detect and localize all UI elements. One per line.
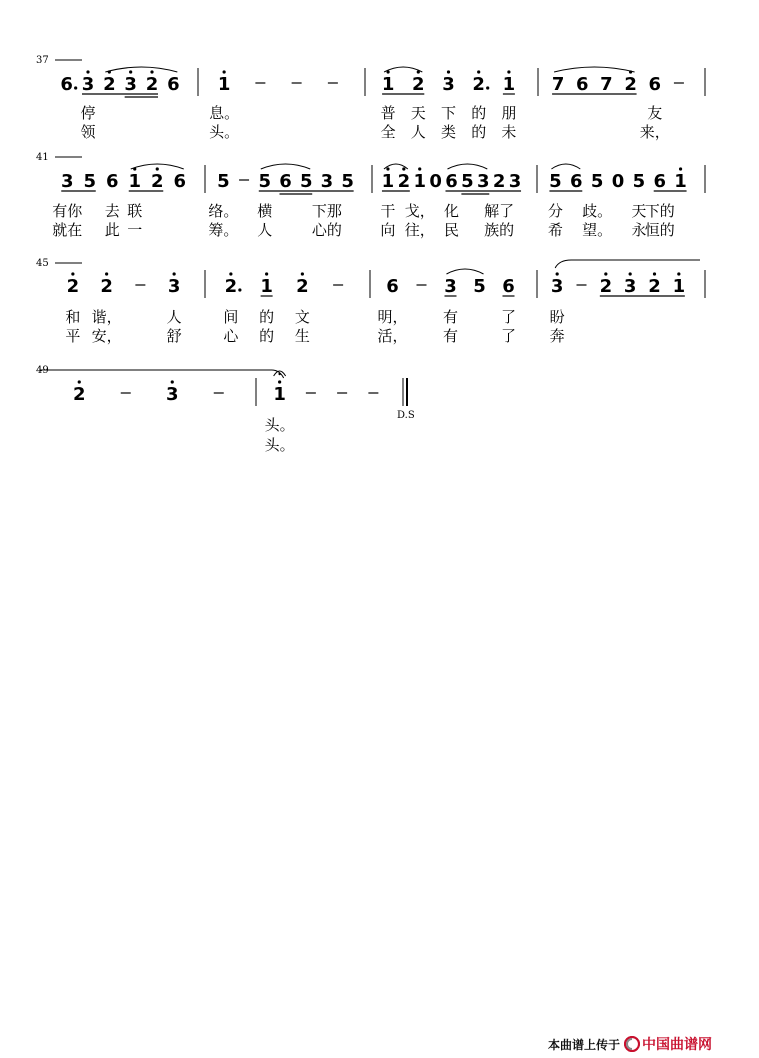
lyric-verse-1: 息。	[209, 104, 240, 122]
note-digit: 5	[341, 171, 354, 192]
lyric-verse-1: 天	[410, 104, 426, 122]
lyric-verse-1: 下的	[644, 202, 675, 220]
note-digit: 6	[648, 74, 662, 95]
note-digit: 3	[320, 171, 334, 192]
measure-number: 45	[36, 258, 49, 269]
note-digit: 3	[165, 384, 179, 405]
note-digit: 6	[60, 74, 73, 95]
note-digit: 0	[611, 171, 625, 192]
note-digit: 2	[103, 74, 116, 95]
lyric-verse-2: 舒	[166, 327, 182, 345]
note-digit: 6	[279, 171, 292, 192]
lyric-verse-1: 分	[547, 202, 563, 220]
octave-dot-above	[477, 70, 480, 73]
note-digit: 2	[72, 384, 86, 405]
measure-number: 49	[36, 365, 49, 376]
octave-dot-above	[173, 272, 176, 275]
note-digit: 2	[397, 171, 411, 192]
note-digit: 1	[128, 171, 142, 192]
note-digit: 5	[217, 171, 230, 192]
lyric-verse-2: 人	[257, 221, 273, 239]
note-digit: 6	[575, 74, 589, 95]
note-digit: 1	[672, 276, 686, 297]
lyric-verse-1: 间	[223, 308, 239, 326]
lyric-verse-1: 去	[104, 202, 120, 220]
note-digit: 6	[167, 74, 180, 95]
note-digit: 1	[502, 74, 516, 95]
lyric-verse-1: 朋	[501, 104, 517, 122]
slur-arc	[261, 164, 310, 169]
lyric-verse-2: 筹。	[208, 221, 239, 239]
note-digit: 1	[413, 171, 426, 192]
lyric-verse-1: 干	[380, 202, 396, 220]
note-digit: 5	[461, 171, 474, 192]
lyric-verse-2: 恒的	[644, 221, 675, 239]
lyric-verse-2: 一	[127, 221, 143, 239]
lyric-verse-2: 往，	[404, 221, 435, 239]
octave-dot-above	[78, 380, 81, 383]
note-digit: 6	[105, 171, 119, 192]
note-digit: 2	[224, 276, 238, 297]
lyric-verse-1: 友	[647, 104, 663, 122]
lyric-verse-1: 下那	[311, 202, 342, 220]
lyric-verse-1: 歧。	[582, 202, 613, 220]
lyric-verse-1: 戈，	[404, 202, 435, 220]
measure-number: 37	[36, 55, 49, 66]
lyric-verse-2: 的	[471, 123, 487, 141]
lyric-verse-2: 安，	[91, 327, 122, 345]
note-digit: 7	[551, 74, 565, 95]
lyric-verse-1: 头。	[264, 416, 295, 434]
octave-dot-above	[677, 272, 680, 275]
slur-arc	[551, 164, 580, 169]
lyric-verse-1: 文	[294, 308, 310, 326]
octave-dot-above	[629, 272, 632, 275]
octave-dot-above	[507, 70, 510, 73]
lyric-verse-2: 类	[440, 123, 457, 141]
note-digit: 3	[81, 74, 95, 95]
octave-dot-above	[223, 70, 226, 73]
note-digit: 5	[632, 171, 646, 192]
note-digit: 6	[570, 171, 583, 192]
note-digit: 1	[381, 74, 395, 95]
lyric-verse-2: 生	[294, 327, 310, 345]
lyric-verse-1: 天	[631, 202, 647, 220]
lyric-verse-2: 的	[259, 327, 275, 345]
upload-source-footer	[548, 1034, 753, 1054]
lyric-verse-2: 头。	[264, 436, 295, 454]
lyric-verse-1: 横	[257, 202, 273, 220]
augmentation-dot	[74, 86, 77, 89]
octave-dot-above	[171, 380, 174, 383]
note-digit: 2	[296, 276, 309, 297]
note-digit: 6	[386, 276, 399, 297]
lyric-verse-1: 谐，	[91, 308, 122, 326]
lyric-verse-2: 奔	[549, 327, 565, 345]
lyric-verse-2: 族的	[484, 221, 515, 239]
note-digit: 2	[472, 74, 485, 95]
note-digit: 5	[83, 171, 97, 192]
octave-dot-above	[653, 272, 656, 275]
slur-arc	[447, 269, 484, 274]
note-digit: 2	[648, 276, 661, 297]
note-digit: 6	[502, 276, 515, 297]
lyric-verse-2: 心	[223, 327, 239, 345]
note-digit: 2	[412, 74, 425, 95]
note-digit: 2	[599, 276, 613, 297]
slur-arc	[448, 164, 488, 169]
octave-dot-above	[679, 167, 682, 170]
lyric-verse-2: 希	[547, 221, 563, 239]
measure-number: 41	[36, 152, 49, 163]
note-digit: 2	[624, 74, 637, 95]
note-digit: 3	[623, 276, 637, 297]
lyric-verse-1: 停	[80, 104, 96, 122]
note-digit: 5	[473, 276, 486, 297]
lyric-verse-2: 心的	[311, 221, 342, 239]
note-digit: 2	[66, 276, 80, 297]
lyric-verse-1: 联	[127, 202, 143, 220]
lyric-verse-2: 未	[501, 123, 517, 141]
octave-dot-above	[150, 70, 153, 73]
lyric-verse-1: 盼	[549, 308, 565, 326]
octave-dot-above	[156, 167, 159, 170]
note-digit: 6	[173, 171, 187, 192]
note-digit: 3	[60, 171, 74, 192]
lyric-verse-1: 解了	[484, 202, 515, 220]
tie-line	[40, 370, 284, 378]
tie-line	[555, 260, 700, 268]
note-digit: 3	[444, 276, 457, 297]
octave-dot-above	[447, 70, 450, 73]
note-digit: 3	[477, 171, 490, 192]
lyric-verse-2: 了	[500, 327, 517, 345]
slur-arc	[105, 67, 177, 72]
octave-dot-above	[265, 272, 268, 275]
note-digit: 1	[260, 276, 273, 297]
octave-dot-above	[604, 272, 607, 275]
octave-dot-above	[402, 167, 405, 170]
octave-dot-above	[71, 272, 74, 275]
fermata-dot	[278, 373, 280, 375]
note-digit: 1	[217, 74, 231, 95]
octave-dot-above	[105, 272, 108, 275]
lyric-verse-1: 下	[440, 104, 457, 122]
note-digit: 5	[299, 171, 313, 192]
octave-dot-above	[386, 167, 389, 170]
lyric-verse-1: 有	[442, 308, 459, 326]
note-digit: 3	[167, 276, 181, 297]
octave-dot-above	[229, 272, 232, 275]
lyric-verse-1: 和	[65, 308, 81, 326]
note-digit: 3	[550, 276, 564, 297]
lyric-verse-1: 络。	[208, 202, 239, 220]
lyric-verse-2: 来，	[639, 123, 670, 141]
lyric-verse-2: 人	[410, 123, 426, 141]
note-digit: 2	[145, 74, 159, 95]
lyric-verse-1: 化	[443, 202, 460, 220]
lyric-verse-2: 头。	[209, 123, 240, 141]
upload-label: 本曲谱上传于	[548, 1037, 621, 1052]
note-digit: 2	[492, 171, 506, 192]
lyric-verse-2: 民	[443, 221, 460, 239]
lyric-verse-1: 有你	[52, 202, 83, 220]
lyric-verse-2: 就在	[52, 221, 83, 239]
octave-dot-above	[301, 272, 304, 275]
lyric-verse-2: 有	[442, 327, 459, 345]
octave-dot-above	[556, 272, 559, 275]
lyric-verse-2: 望。	[582, 221, 613, 239]
lyric-verse-2: 永	[631, 221, 647, 239]
note-digit: 0	[429, 171, 442, 192]
note-digit: 6	[653, 171, 666, 192]
note-digit: 1	[381, 171, 395, 192]
note-digit: 2	[100, 276, 113, 297]
note-digit: 5	[258, 171, 272, 192]
lyric-verse-1: 明，	[377, 308, 408, 326]
lyric-verse-1: 人	[166, 308, 182, 326]
note-digit: 3	[508, 171, 522, 192]
note-digit: 1	[273, 384, 286, 405]
lyric-verse-2: 平	[65, 327, 81, 345]
augmentation-dot	[238, 288, 241, 291]
note-digit: 2	[150, 171, 164, 192]
note-digit: 7	[600, 74, 613, 95]
ds-mark: D.S	[397, 410, 415, 421]
octave-dot-above	[278, 380, 281, 383]
lyric-verse-2: 此	[104, 221, 120, 239]
note-digit: 5	[590, 171, 604, 192]
lyric-verse-2: 全	[380, 123, 396, 141]
lyric-verse-1: 的	[259, 308, 275, 326]
note-digit: 3	[442, 74, 455, 95]
lyric-verse-2: 活，	[377, 327, 408, 345]
octave-dot-above	[129, 70, 132, 73]
note-digit: 3	[124, 74, 137, 95]
note-digit: 6	[445, 171, 458, 192]
lyric-verse-2: 领	[80, 123, 96, 141]
lyric-verse-2: 向	[380, 221, 396, 239]
slur-arc	[554, 67, 635, 72]
octave-dot-above	[86, 70, 89, 73]
site-name[interactable]: 中国曲谱网	[642, 1037, 713, 1053]
note-digit: 1	[674, 171, 687, 192]
lyric-verse-1: 了	[500, 308, 517, 326]
slur-arc	[384, 67, 422, 72]
qupu-logo-icon	[624, 1036, 640, 1052]
augmentation-dot	[486, 86, 489, 89]
note-digit: 5	[549, 171, 562, 192]
lyric-verse-1: 的	[471, 104, 487, 122]
lyric-verse-1: 普	[380, 104, 396, 122]
octave-dot-above	[418, 167, 421, 170]
